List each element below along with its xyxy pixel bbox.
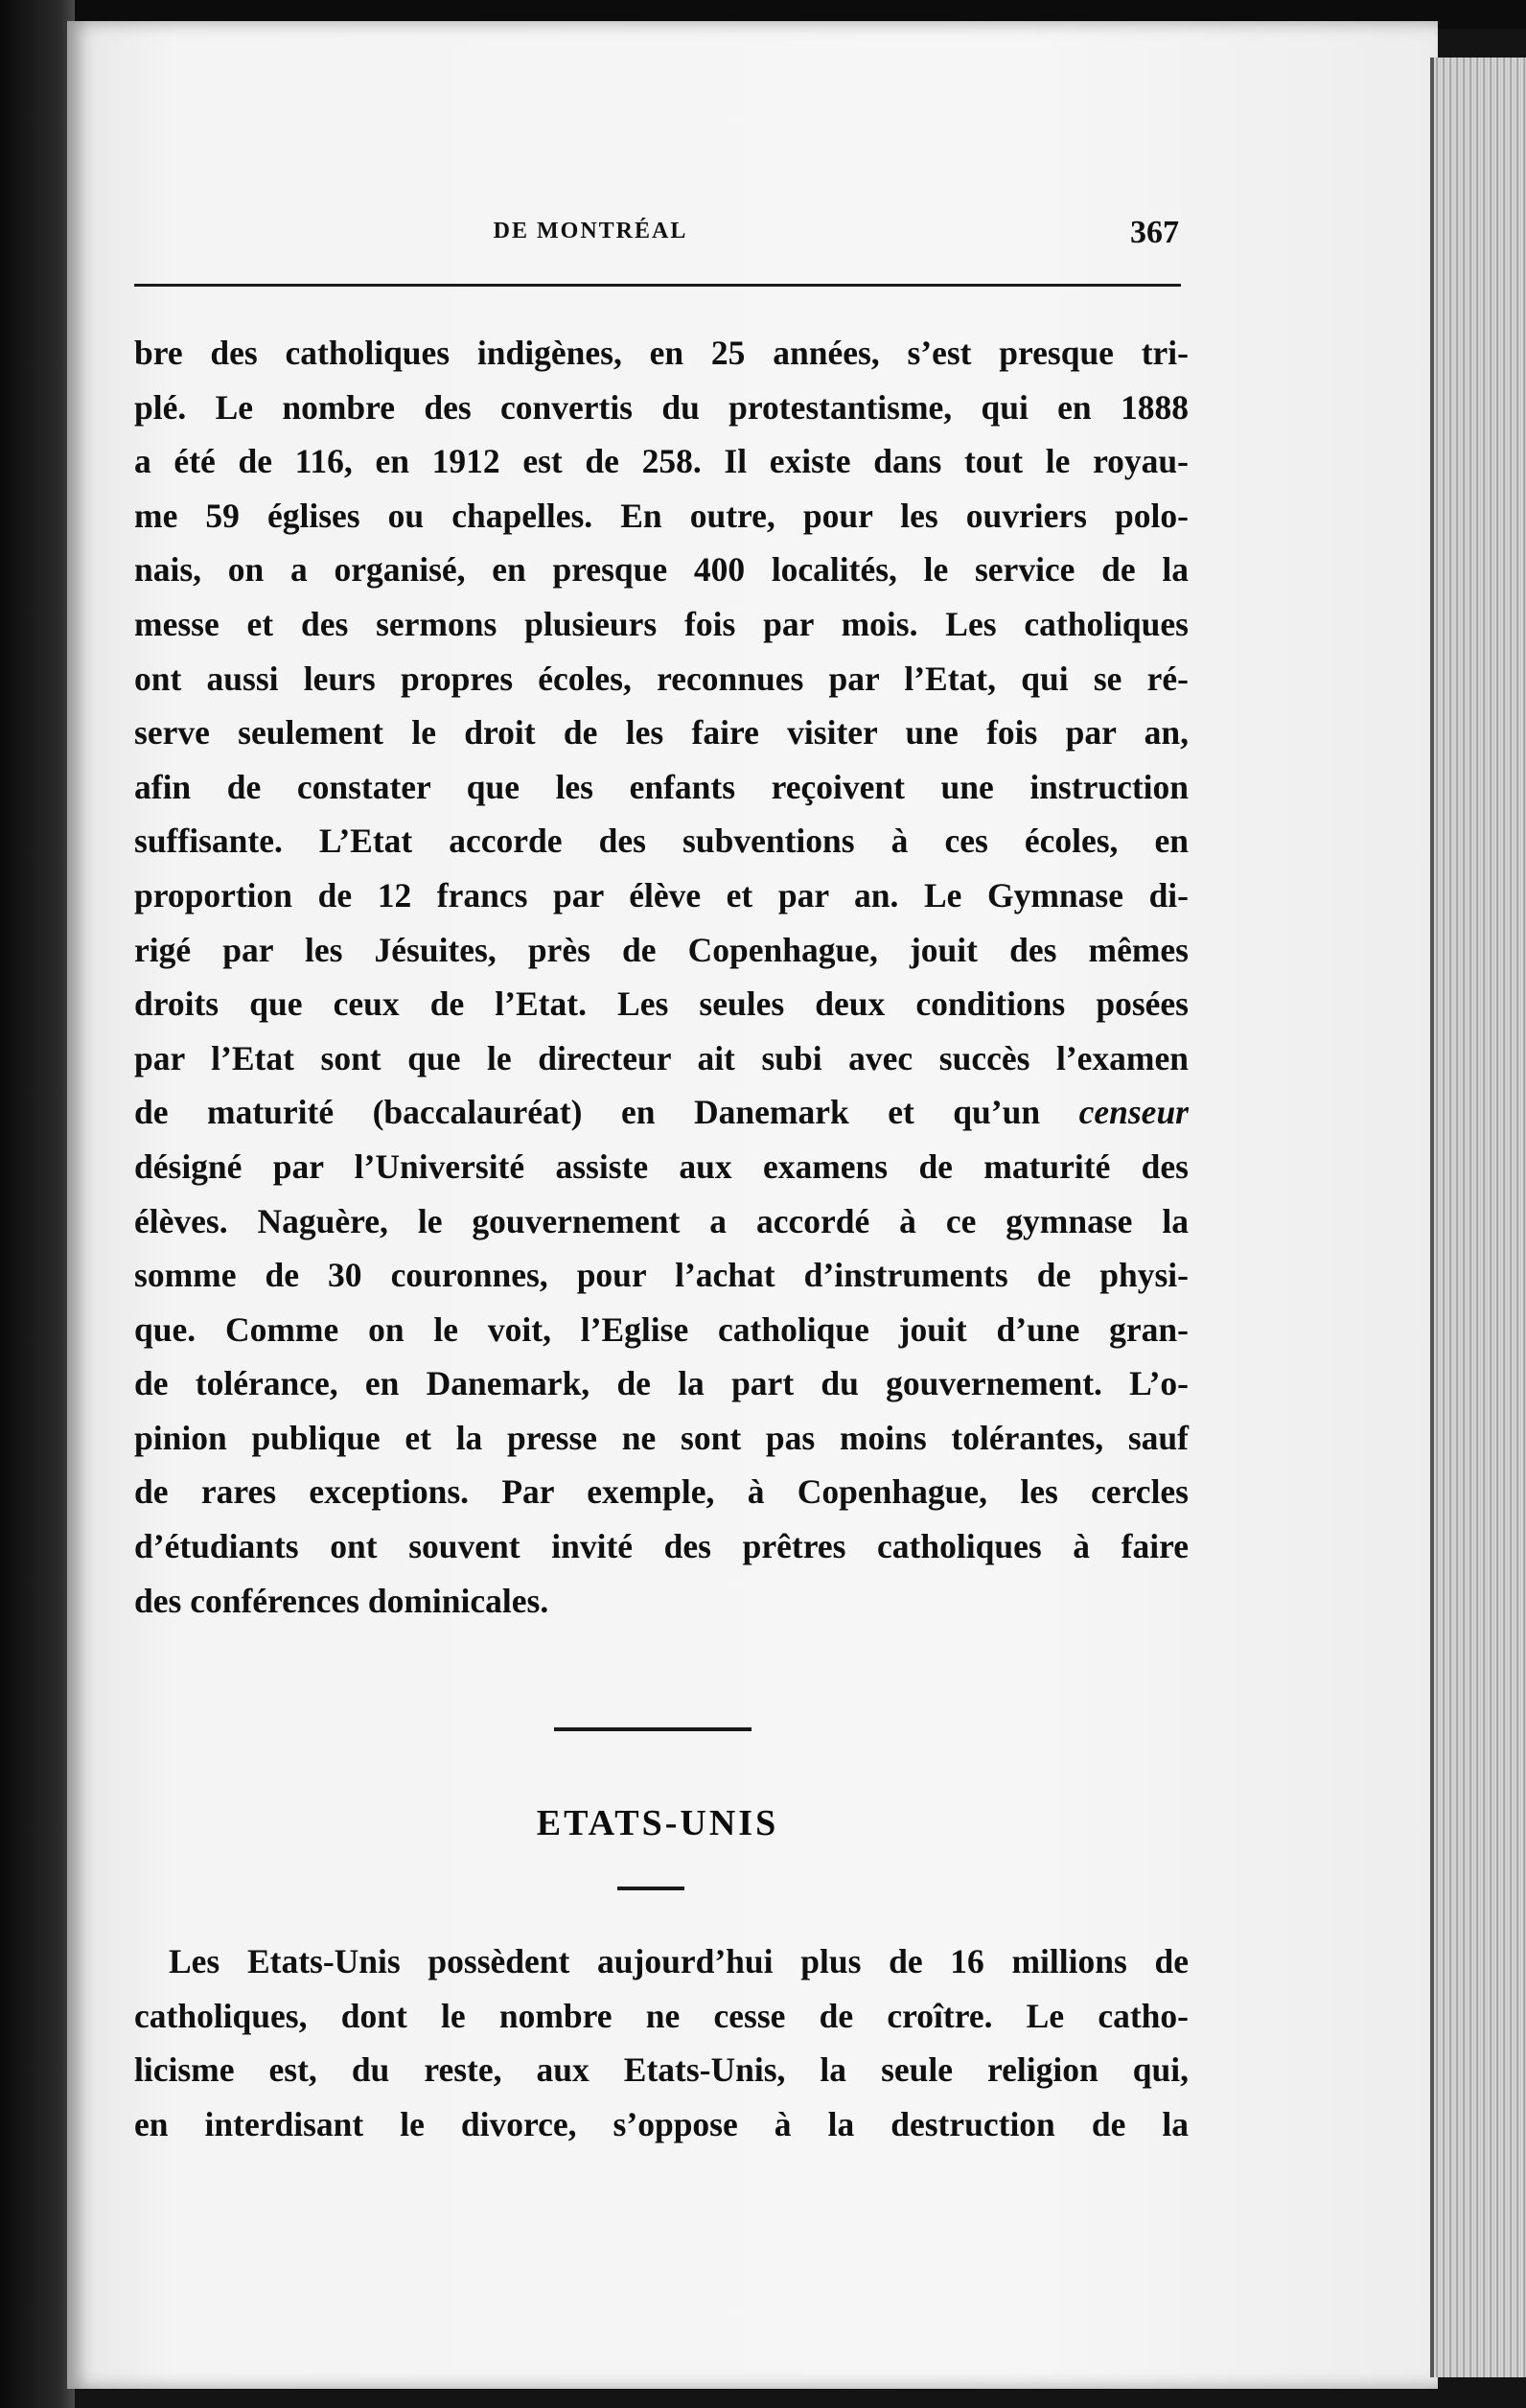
text-line: bre des catholiques indigènes, en 25 années, s’est presque tri- (134, 334, 1189, 372)
italic-word: censeur (1078, 1093, 1189, 1132)
text-line: nais, on a organisé, en presque 400 localités, le service de la (134, 550, 1189, 590)
text-line: plé. Le nombre des convertis du protestantisme, qui en 1888 (134, 387, 1189, 427)
text-line: afin de constater que les enfants reçoivent une instruction (134, 767, 1189, 806)
text-line: rigé par les Jésuites, près de Copenhague, jouit des mêmes (134, 930, 1189, 969)
text-fragment: de maturité (baccalauréat) en Danemark et qu’un (134, 1093, 1041, 1132)
page-number: 367 (1130, 215, 1179, 250)
page-stack-edges (1430, 58, 1526, 2377)
text-line: en interdisant le divorce, s’oppose à la destruction de la (134, 2104, 1189, 2143)
text-line: par l’Etat sont que le directeur ait subi avec succès l’examen (134, 1038, 1189, 1077)
text-line-first: Les Etats-Unis possèdent aujourd’hui plus de 16 millions de (169, 1942, 1189, 1980)
text-line-last: des conférences dominicales. (134, 1581, 549, 1620)
text-line: de tolérance, en Danemark, de la part du gouvernement. L’o- (134, 1364, 1189, 1403)
text-line: serve seulement le droit de les faire visiter une fois par an, (134, 713, 1189, 752)
section-divider (554, 1727, 751, 1731)
text-line: pinion publique et la presse ne sont pas moins tolérantes, sauf (134, 1418, 1189, 1457)
text-line: messe et des sermons plusieurs fois par mois. Les catholiques (134, 604, 1189, 643)
text-line: d’étudiants ont souvent invité des prêtres catholiques à faire (134, 1527, 1189, 1566)
text-line: désigné par l’Université assiste aux examens de maturité des (134, 1146, 1189, 1186)
running-title: DE MONTRÉAL (493, 219, 688, 243)
text-line: suffisante. L’Etat accorde des subventions à ces écoles, en (134, 822, 1189, 861)
text-line: de rares exceptions. Par exemple, à Copenhague, les cercles (134, 1472, 1189, 1512)
body-paragraph (134, 326, 1189, 1628)
text-line: ont aussi leurs propres écoles, reconnues par l’Etat, qui se ré- (134, 659, 1189, 698)
heading-underline (617, 1887, 684, 1890)
text-line: somme de 30 couronnes, pour l’achat d’instruments de physi- (134, 1256, 1189, 1295)
text-line: licisme est, du reste, aux Etats-Unis, la seule religion qui, (134, 2050, 1189, 2090)
header-rule (134, 284, 1181, 287)
book-binding (0, 0, 75, 2408)
text-line-with-italic (134, 1085, 1189, 1140)
text-line: élèves. Naguère, le gouvernement a accordé à ce gymnase la (134, 1201, 1189, 1240)
text-line: a été de 116, en 1912 est de 258. Il existe dans tout le royau- (134, 442, 1189, 481)
section-paragraph (134, 1934, 1189, 2151)
section-heading: ETATS-UNIS (536, 1803, 779, 1843)
text-line: droits que ceux de l’Etat. Les seules deux conditions posées (134, 984, 1189, 1024)
text-line: me 59 églises ou chapelles. En outre, pour les ouvriers polo- (134, 496, 1189, 535)
text-line: que. Comme on le voit, l’Eglise catholique jouit d’une gran- (134, 1309, 1189, 1349)
text-line: catholiques, dont le nombre ne cesse de croître. Le catho- (134, 1996, 1189, 2035)
page-header (134, 215, 1181, 265)
text-line: proportion de 12 francs par élève et par an. Le Gymnase di- (134, 875, 1189, 915)
